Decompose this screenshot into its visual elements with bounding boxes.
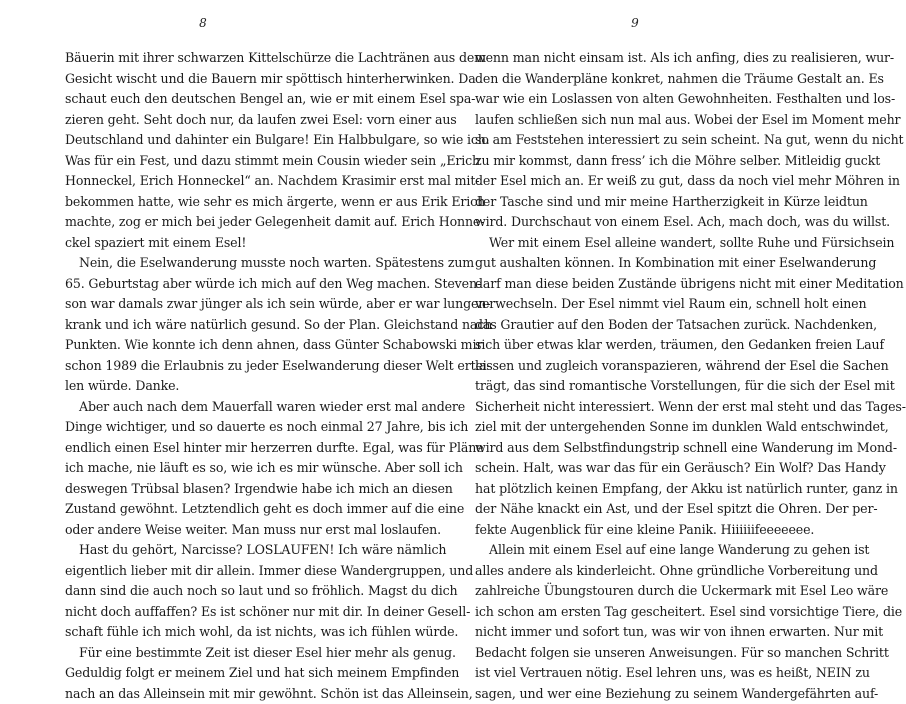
text-line: nicht immer und sofort tun, was wir von ihnen erwarten. Nur mit xyxy=(475,622,767,643)
text-line: war wie ein Loslassen von alten Gewohnheiten. Festhalten und los- xyxy=(475,89,767,110)
text-line: Bedacht folgen sie unseren Anweisungen. Für so manchen Schritt xyxy=(475,643,767,664)
text-line: den die Wanderpläne konkret, nahmen die Träume Gestalt an. Es xyxy=(475,69,767,90)
text-line: eigentlich lieber mit dir allein. Immer diese Wandergruppen, und xyxy=(65,561,361,582)
text-line: Allein mit einem Esel auf eine lange Wanderung zu gehen ist xyxy=(475,540,767,561)
text-line: deswegen Trübsal blasen? Irgendwie habe ich mich an diesen xyxy=(65,479,361,500)
text-line: Bäuerin mit ihrer schwarzen Kittelschürze die Lachtränen aus dem xyxy=(65,48,361,69)
text-line: Wer mit einem Esel alleine wandert, sollte Ruhe und Fürsichsein xyxy=(475,233,767,254)
text-line: schon 1989 die Erlaubnis zu jeder Eselwanderung dieser Welt ertei- xyxy=(65,356,361,377)
text-line: der Esel mich an. Er weiß zu gut, dass da noch viel mehr Möhren in xyxy=(475,171,767,192)
text-line: ich mache, nie läuft es so, wie ich es mir wünsche. Aber soll ich xyxy=(65,458,361,479)
text-line: nach an das Alleinsein mit mir gewöhnt. Schön ist das Alleinsein, xyxy=(65,684,361,704)
text-line: Gesicht wischt und die Bauern mir spöttisch hinterherwinken. Da xyxy=(65,69,361,90)
text-line: krank und ich wäre natürlich gesund. So der Plan. Gleichstand nach xyxy=(65,315,361,336)
text-line: ist viel Vertrauen nötig. Esel lehren uns, was es heißt, NEIN zu xyxy=(475,663,767,684)
text-line: Für eine bestimmte Zeit ist dieser Esel hier mehr als genug. xyxy=(65,643,361,664)
text-line: schaut euch den deutschen Bengel an, wie er mit einem Esel spa- xyxy=(65,89,361,110)
text-line: der Tasche sind und mir meine Hartherzigkeit in Kürze leidtun xyxy=(475,192,767,213)
text-line: endlich einen Esel hinter mir herzerren durfte. Egal, was für Pläne xyxy=(65,438,361,459)
text-line: Sicherheit nicht interessiert. Wenn der erst mal steht und das Tages- xyxy=(475,397,767,418)
text-line: verwechseln. Der Esel nimmt viel Raum ein, schnell holt einen xyxy=(475,294,767,315)
text-line: schein. Halt, was war das für ein Geräusch? Ein Wolf? Das Handy xyxy=(475,458,767,479)
text-line: das Grautier auf den Boden der Tatsachen zurück. Nachdenken, xyxy=(475,315,767,336)
text-line: Was für ein Fest, und dazu stimmt mein Cousin wieder sein „Erich xyxy=(65,151,361,172)
page-number-right: 9 xyxy=(625,16,645,30)
text-line: schaft fühle ich mich wohl, da ist nichts, was ich fühlen würde. xyxy=(65,622,361,643)
text-line: zu mir kommst, dann fress’ ich die Möhre selber. Mitleidig guckt xyxy=(475,151,767,172)
text-line: lassen und zugleich voranspazieren, während der Esel die Sachen xyxy=(475,356,767,377)
text-line: der Nähe knackt ein Ast, und der Esel spitzt die Ohren. Der per- xyxy=(475,499,767,520)
text-line: Deutschland und dahinter ein Bulgare! Ein Halbbulgare, so wie ich. xyxy=(65,130,361,151)
text-line: darf man diese beiden Zustände übrigens nicht mit einer Meditation xyxy=(475,274,767,295)
text-line: son war damals zwar jünger als ich sein würde, aber er war lungen- xyxy=(65,294,361,315)
text-line: Punkten. Wie konnte ich denn ahnen, dass Günter Schabowski mir xyxy=(65,335,361,356)
text-line: wenn man nicht einsam ist. Als ich anfing, dies zu realisieren, wur- xyxy=(475,48,767,69)
text-line: bekommen hatte, wie sehr es mich ärgerte, wenn er aus Erik Erich xyxy=(65,192,361,213)
text-line: so am Feststehen interessiert zu sein scheint. Na gut, wenn du nicht xyxy=(475,130,767,151)
text-line: nicht doch auffaffen? Es ist schöner nur mit dir. In deiner Gesell- xyxy=(65,602,361,623)
text-line: alles andere als kinderleicht. Ohne gründliche Vorbereitung und xyxy=(475,561,767,582)
text-line: trägt, das sind romantische Vorstellungen, für die sich der Esel mit xyxy=(475,376,767,397)
text-line: wird. Durchschaut von einem Esel. Ach, mach doch, was du willst. xyxy=(475,212,767,233)
text-line: len würde. Danke. xyxy=(65,376,361,397)
text-line: machte, zog er mich bei jeder Gelegenheit damit auf. Erich Honne- xyxy=(65,212,361,233)
text-line: sagen, und wer eine Beziehung zu seinem Wandergefährten auf- xyxy=(475,684,767,704)
text-line: laufen schließen sich nun mal aus. Wobei der Esel im Moment mehr xyxy=(475,110,767,131)
text-line: hat plötzlich keinen Empfang, der Akku ist natürlich runter, ganz in xyxy=(475,479,767,500)
text-line: zieren geht. Seht doch nur, da laufen zwei Esel: vorn einer aus xyxy=(65,110,361,131)
text-line: wird aus dem Selbstfindungstrip schnell eine Wanderung im Mond- xyxy=(475,438,767,459)
text-line: Hast du gehört, Narcisse? LOSLAUFEN! Ich wäre nämlich xyxy=(65,540,361,561)
text-line: gut aushalten können. In Kombination mit einer Eselwanderung xyxy=(475,253,767,274)
text-line: ich schon am ersten Tag gescheitert. Esel sind vorsichtige Tiere, die xyxy=(475,602,767,623)
text-line: Aber auch nach dem Mauerfall waren wieder erst mal andere xyxy=(65,397,361,418)
text-line: sich über etwas klar werden, träumen, den Gedanken freien Lauf xyxy=(475,335,767,356)
text-line: Zustand gewöhnt. Letztendlich geht es doch immer auf die eine xyxy=(65,499,361,520)
text-line: Dinge wichtiger, und so dauerte es noch einmal 27 Jahre, bis ich xyxy=(65,417,361,438)
text-line: zahlreiche Übungstouren durch die Uckermark mit Esel Leo wäre xyxy=(475,581,767,602)
right-page-body xyxy=(475,48,767,704)
text-line: Honneckel, Erich Honneckel“ an. Nachdem Krasimir erst mal mit- xyxy=(65,171,361,192)
text-line: 65. Geburtstag aber würde ich mich auf den Weg machen. Steven- xyxy=(65,274,361,295)
text-line: oder andere Weise weiter. Man muss nur erst mal loslaufen. xyxy=(65,520,361,541)
text-line: Nein, die Eselwanderung musste noch warten. Spätestens zum xyxy=(65,253,361,274)
text-line: fekte Augenblick für eine kleine Panik. Hiiiiiifeeeeeee. xyxy=(475,520,767,541)
text-line: ckel spaziert mit einem Esel! xyxy=(65,233,361,254)
text-line: ziel mit der untergehenden Sonne im dunklen Wald entschwindet, xyxy=(475,417,767,438)
text-line: dann sind die auch noch so laut und so fröhlich. Magst du dich xyxy=(65,581,361,602)
left-page-body xyxy=(65,48,361,704)
text-line: Geduldig folgt er meinem Ziel und hat sich meinem Empfinden xyxy=(65,663,361,684)
page-number-left: 8 xyxy=(193,16,213,30)
